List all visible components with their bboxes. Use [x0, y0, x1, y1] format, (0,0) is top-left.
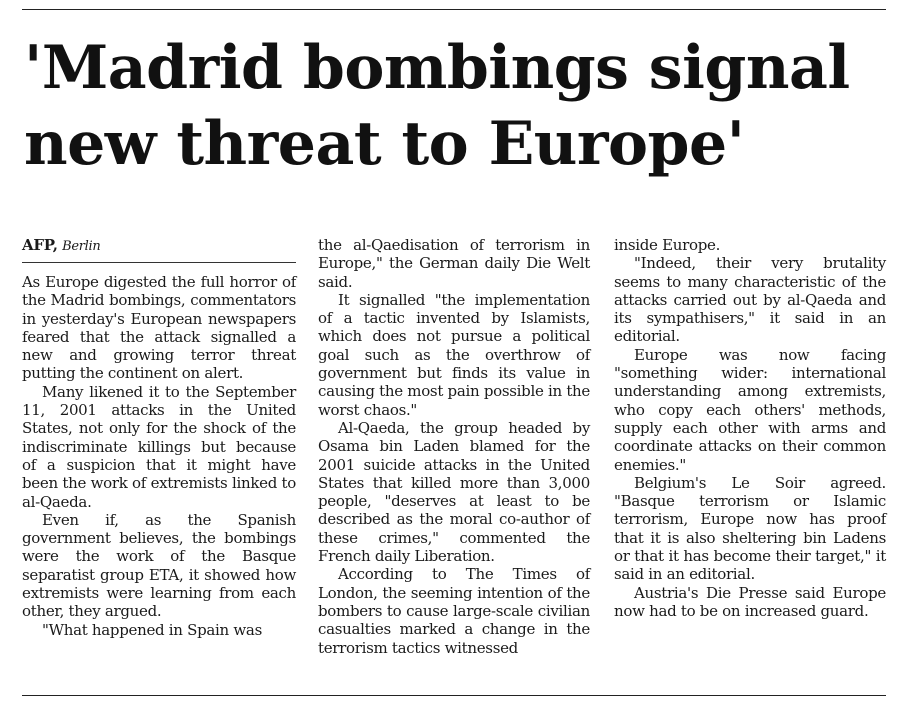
byline-city: Berlin: [62, 239, 101, 254]
paragraph: According to The Times of London, the seeming intention of the bombers to cause large-scale civilian casualties marked a change in the terrorism tactics witnessed: [318, 565, 590, 657]
paragraph: "Indeed, their very brutality seems to many characteristic of the attacks carried out by al-Qaeda and its sympathisers," it said in an editorial.: [614, 254, 886, 346]
article-column-3: [614, 236, 886, 620]
paragraph: the al-Qaedisation of terrorism in Europe," the German daily Die Welt said.: [318, 236, 590, 291]
paragraph: Europe was now facing "something wider: international understanding among extremists, who copy each others' methods, supply each other with arms and coordinate attacks on their common enemies.": [614, 345, 886, 474]
headline-line-1: 'Madrid bombings signal: [24, 33, 850, 103]
headline-line-2: new threat to Europe': [24, 109, 745, 179]
paragraph: "What happened in Spain was: [42, 620, 262, 639]
paragraph: inside Europe.: [614, 236, 721, 254]
paragraph: Austria's Die Presse said Europe now had to be on increased guard.: [614, 583, 886, 620]
paragraph: Many likened it to the September 11, 2001 attacks in the United States, not only for the shock of the indiscriminate killings but because of a suspicion that it might have been the work of extremists linked to al-Qaeda.: [22, 382, 296, 511]
paragraph: Belgium's Le Soir agreed. "Basque terrorism or Islamic terrorism, Europe now has proof that it is also sheltering bin Ladens or that it has become their target," it said in an editorial.: [614, 473, 886, 584]
top-rule: [22, 9, 886, 10]
byline-agency: AFP,: [22, 236, 58, 254]
headline: [24, 30, 894, 182]
byline: [22, 236, 296, 263]
paragraph: Al-Qaeda, the group headed by Osama bin Laden blamed for the 2001 suicide attacks in the United States that killed more than 3,000 people, "deserves at least to be described as the moral co-author of these crimes," commented the French daily Liberation.: [318, 418, 590, 566]
article-column-2: [318, 236, 590, 657]
bottom-rule: [22, 695, 886, 696]
article-column-1: [22, 236, 296, 639]
paragraph: It signalled "the implementation of a tactic invented by Islamists, which does not pursue a political goal such as the overthrow of government but finds its value in causing the most pain possible in the worst chaos.": [318, 290, 590, 419]
paragraph: Even if, as the Spanish government believes, the bombings were the work of the Basque separatist group ETA, it showed how extremists were learning from each other, they argued.: [22, 510, 296, 621]
paragraph: As Europe digested the full horror of the Madrid bombings, commentators in yesterday's European newspapers feared that the attack signalled a new and growing terror threat putting the continent on alert.: [22, 273, 296, 383]
